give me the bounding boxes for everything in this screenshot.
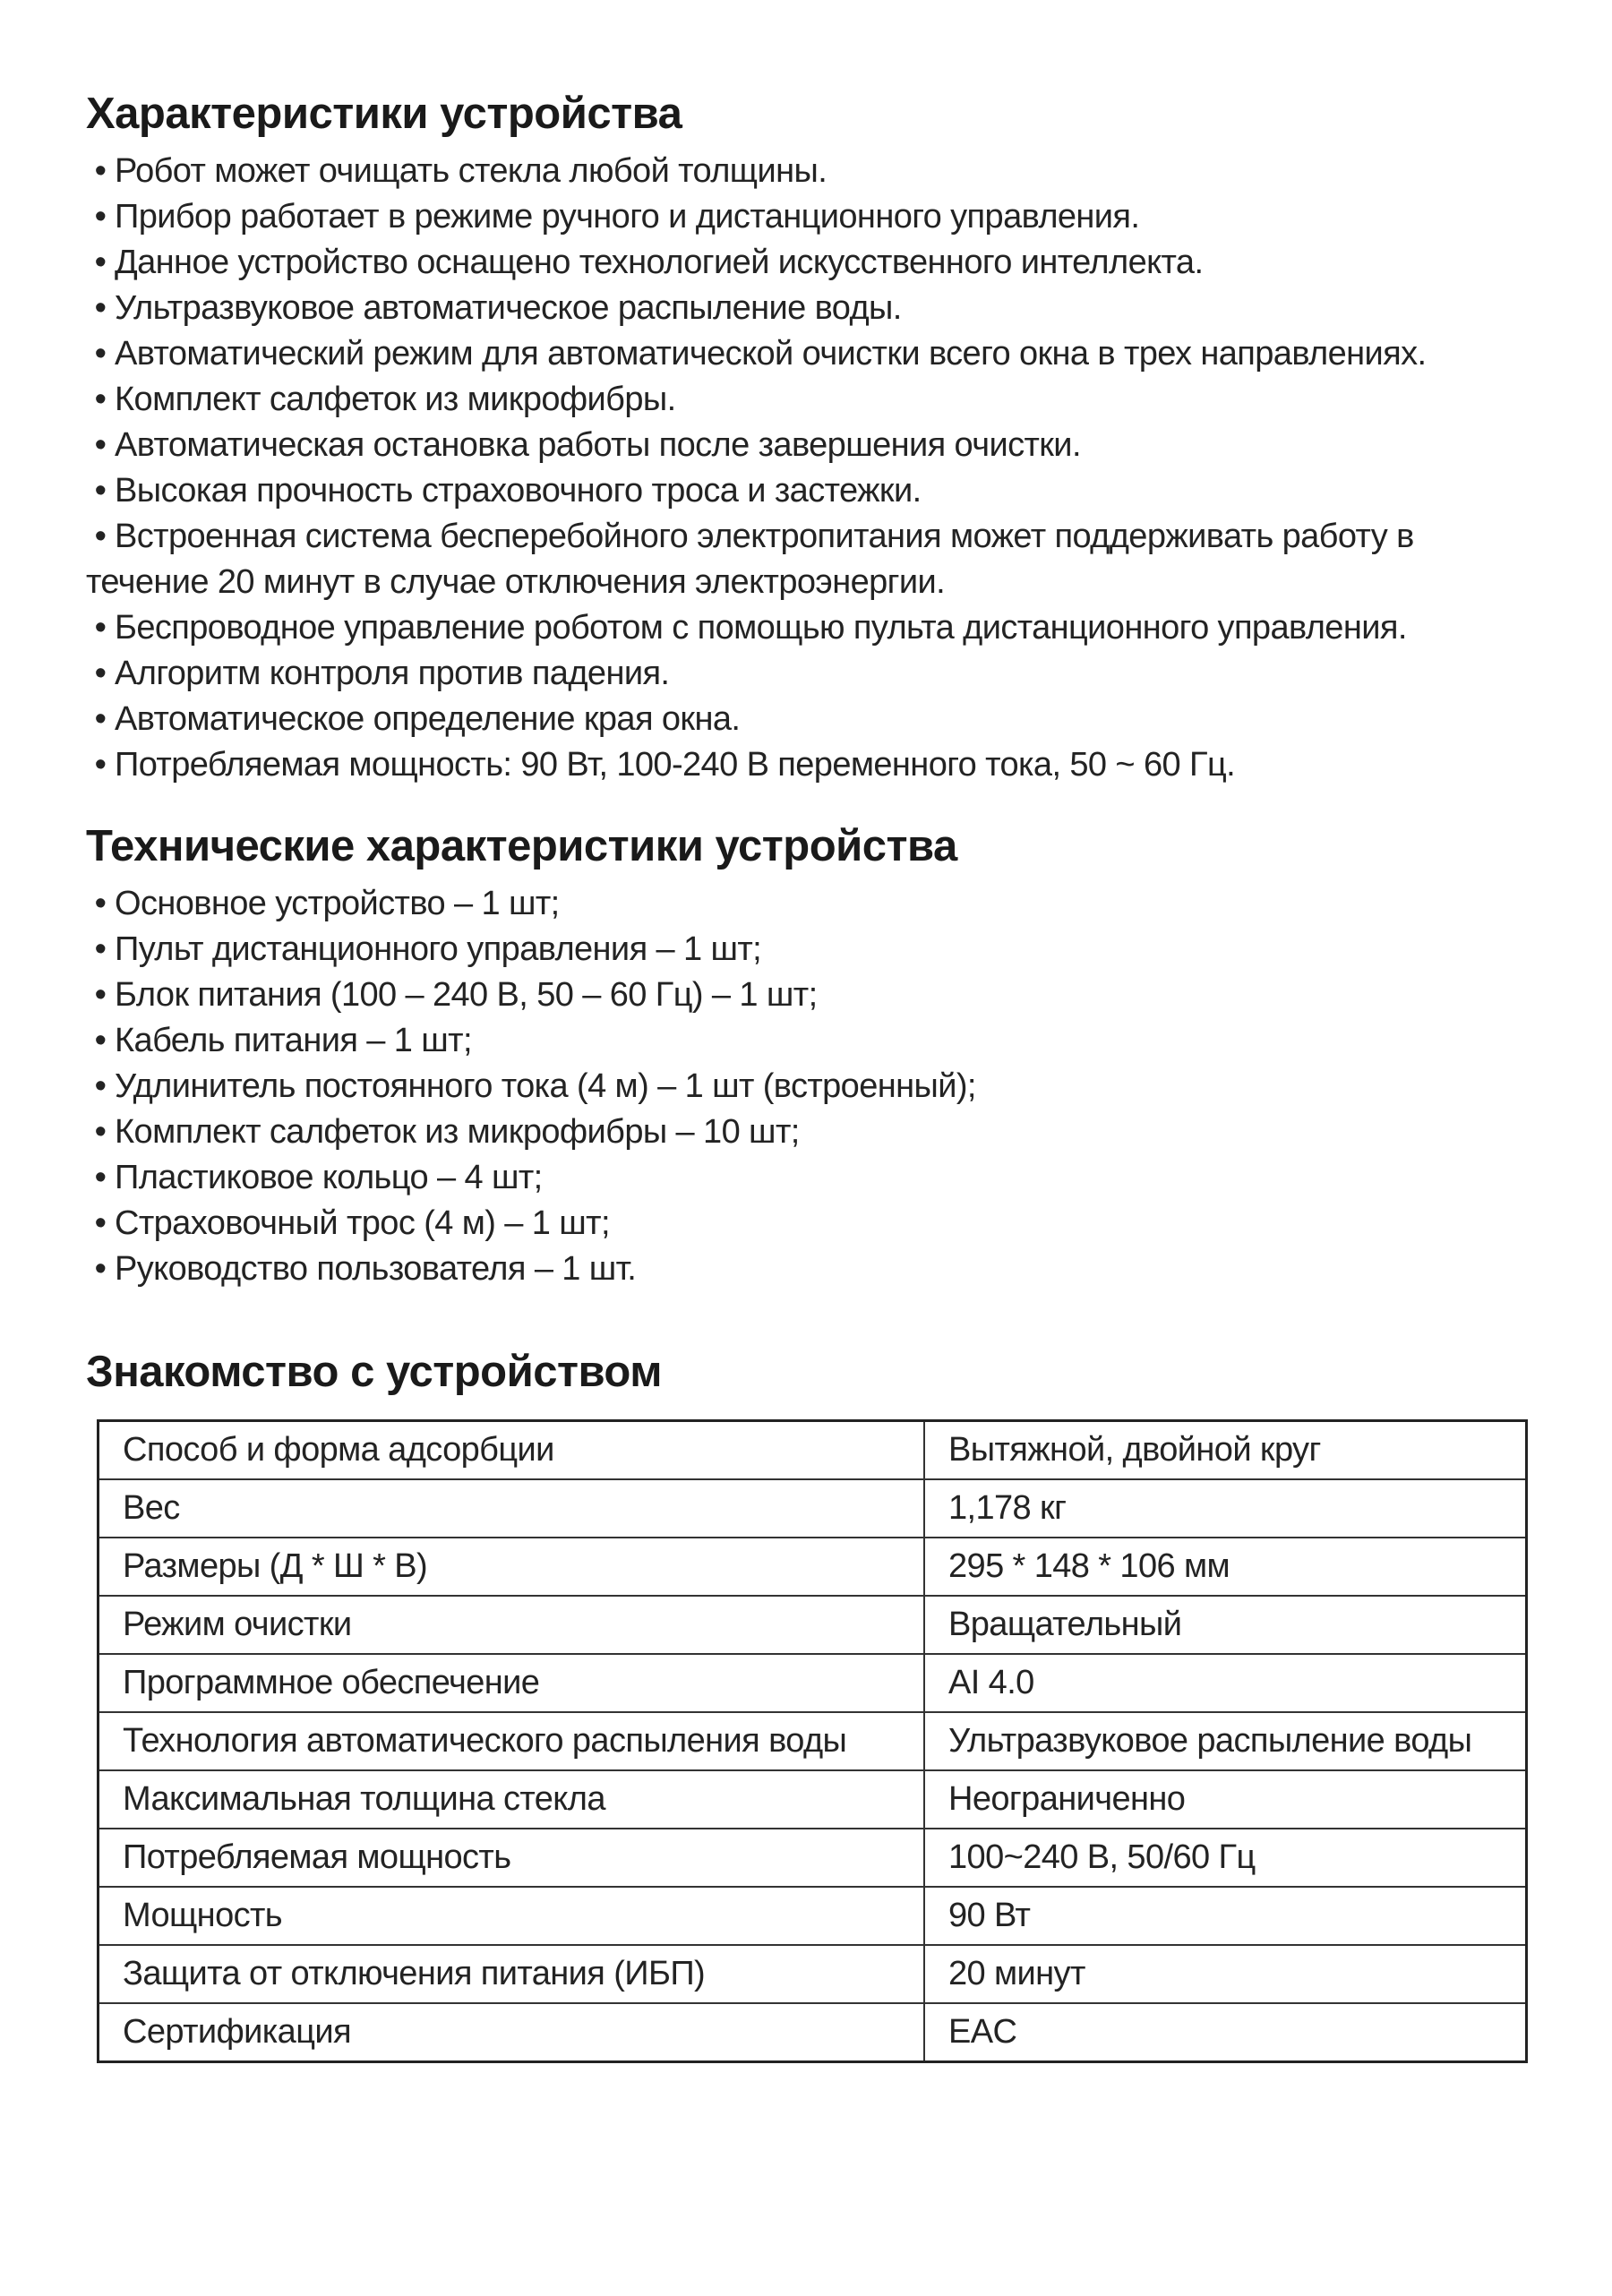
spec-key: Защита от отключения питания (ИБП) — [99, 1945, 925, 2003]
spec-value: AI 4.0 — [924, 1654, 1527, 1712]
spec-key: Вес — [99, 1479, 925, 1538]
spec-value: 90 Вт — [924, 1887, 1527, 1945]
list-item: • Блок питания (100 – 240 В, 50 – 60 Гц) – 1 шт; — [94, 976, 818, 1014]
spec-key: Потребляемая мощность — [99, 1829, 925, 1887]
list-item: • Высокая прочность страховочного троса и застежки. — [94, 472, 922, 510]
spec-value: Вытяжной, двойной круг — [924, 1421, 1527, 1480]
table-row — [99, 1538, 1527, 1596]
spec-value: Неограниченно — [924, 1770, 1527, 1829]
spec-key: Способ и форма адсорбции — [99, 1421, 925, 1480]
spec-value: Ультразвуковое распыление воды — [924, 1712, 1527, 1770]
list-item: • Автоматическая остановка работы после завершения очистки. — [94, 426, 1081, 464]
list-item: • Основное устройство – 1 шт; — [94, 885, 560, 922]
list-item: • Удлинитель постоянного тока (4 м) – 1 шт (встроенный); — [94, 1067, 976, 1105]
table-row — [99, 1654, 1527, 1712]
spec-value: 20 минут — [924, 1945, 1527, 2003]
list-item: • Комплект салфеток из микрофибры. — [94, 381, 676, 418]
table-row — [99, 1479, 1527, 1538]
table-row — [99, 1712, 1527, 1770]
list-item: • Ультразвуковое автоматическое распыление воды. — [94, 289, 902, 327]
list-item: • Потребляемая мощность: 90 Вт, 100-240 В переменного тока, 50 ~ 60 Гц. — [94, 746, 1236, 784]
spec-value: 100~240 В, 50/60 Гц — [924, 1829, 1527, 1887]
spec-table — [97, 1419, 1528, 2063]
list-item: • Пульт дистанционного управления – 1 шт; — [94, 930, 762, 968]
document-page — [86, 86, 1537, 2063]
intro-heading: Знакомство с устройством — [86, 1348, 662, 1396]
spec-value: Вращательный — [924, 1596, 1527, 1654]
spec-key: Сертификация — [99, 2003, 925, 2062]
spec-key: Режим очистки — [99, 1596, 925, 1654]
list-item: • Робот может очищать стекла любой толщины. — [94, 152, 827, 190]
table-row — [99, 1770, 1527, 1829]
list-item: • Алгоритм контроля против падения. — [94, 655, 670, 692]
table-row — [99, 2003, 1527, 2062]
list-item: • Автоматический режим для автоматической очистки всего окна в трех направлениях. — [94, 335, 1427, 373]
spec-key: Технология автоматического распыления воды — [99, 1712, 925, 1770]
table-row — [99, 1829, 1527, 1887]
features-heading: Характеристики устройства — [86, 90, 682, 138]
tech-heading: Технические характеристики устройства — [86, 822, 957, 870]
table-row — [99, 1421, 1527, 1480]
spec-value: 1,178 кг — [924, 1479, 1527, 1538]
spec-key: Размеры (Д * Ш * В) — [99, 1538, 925, 1596]
table-row — [99, 1887, 1527, 1945]
table-row — [99, 1945, 1527, 2003]
list-item: • Автоматическое определение края окна. — [94, 700, 741, 738]
list-item: • Встроенная система бесперебойного электропитания может поддерживать работу в течение 20 минут в случае отключения электроэнергии. — [86, 518, 1414, 601]
spec-value: 295 * 148 * 106 мм — [924, 1538, 1527, 1596]
spec-key: Мощность — [99, 1887, 925, 1945]
spec-key: Максимальная толщина стекла — [99, 1770, 925, 1829]
list-item: • Прибор работает в режиме ручного и дистанционного управления. — [94, 198, 1140, 236]
list-item: • Руководство пользователя – 1 шт. — [94, 1250, 637, 1288]
package-list — [86, 881, 1537, 1292]
list-item: • Беспроводное управление роботом с помощью пульта дистанционного управления. — [94, 609, 1407, 647]
spec-key: Программное обеспечение — [99, 1654, 925, 1712]
tech-section — [86, 818, 1537, 1292]
features-list — [86, 149, 1537, 788]
features-section — [86, 86, 1537, 788]
list-item: • Кабель питания – 1 шт; — [94, 1022, 472, 1059]
table-row — [99, 1596, 1527, 1654]
list-item: • Данное устройство оснащено технологией искусственного интеллекта. — [94, 244, 1204, 281]
intro-section — [86, 1344, 1537, 2063]
list-item: • Пластиковое кольцо – 4 шт; — [94, 1159, 543, 1196]
spec-value: EAC — [924, 2003, 1527, 2062]
list-item: • Страховочный трос (4 м) – 1 шт; — [94, 1204, 610, 1242]
list-item: • Комплект салфеток из микрофибры – 10 шт; — [94, 1113, 800, 1151]
